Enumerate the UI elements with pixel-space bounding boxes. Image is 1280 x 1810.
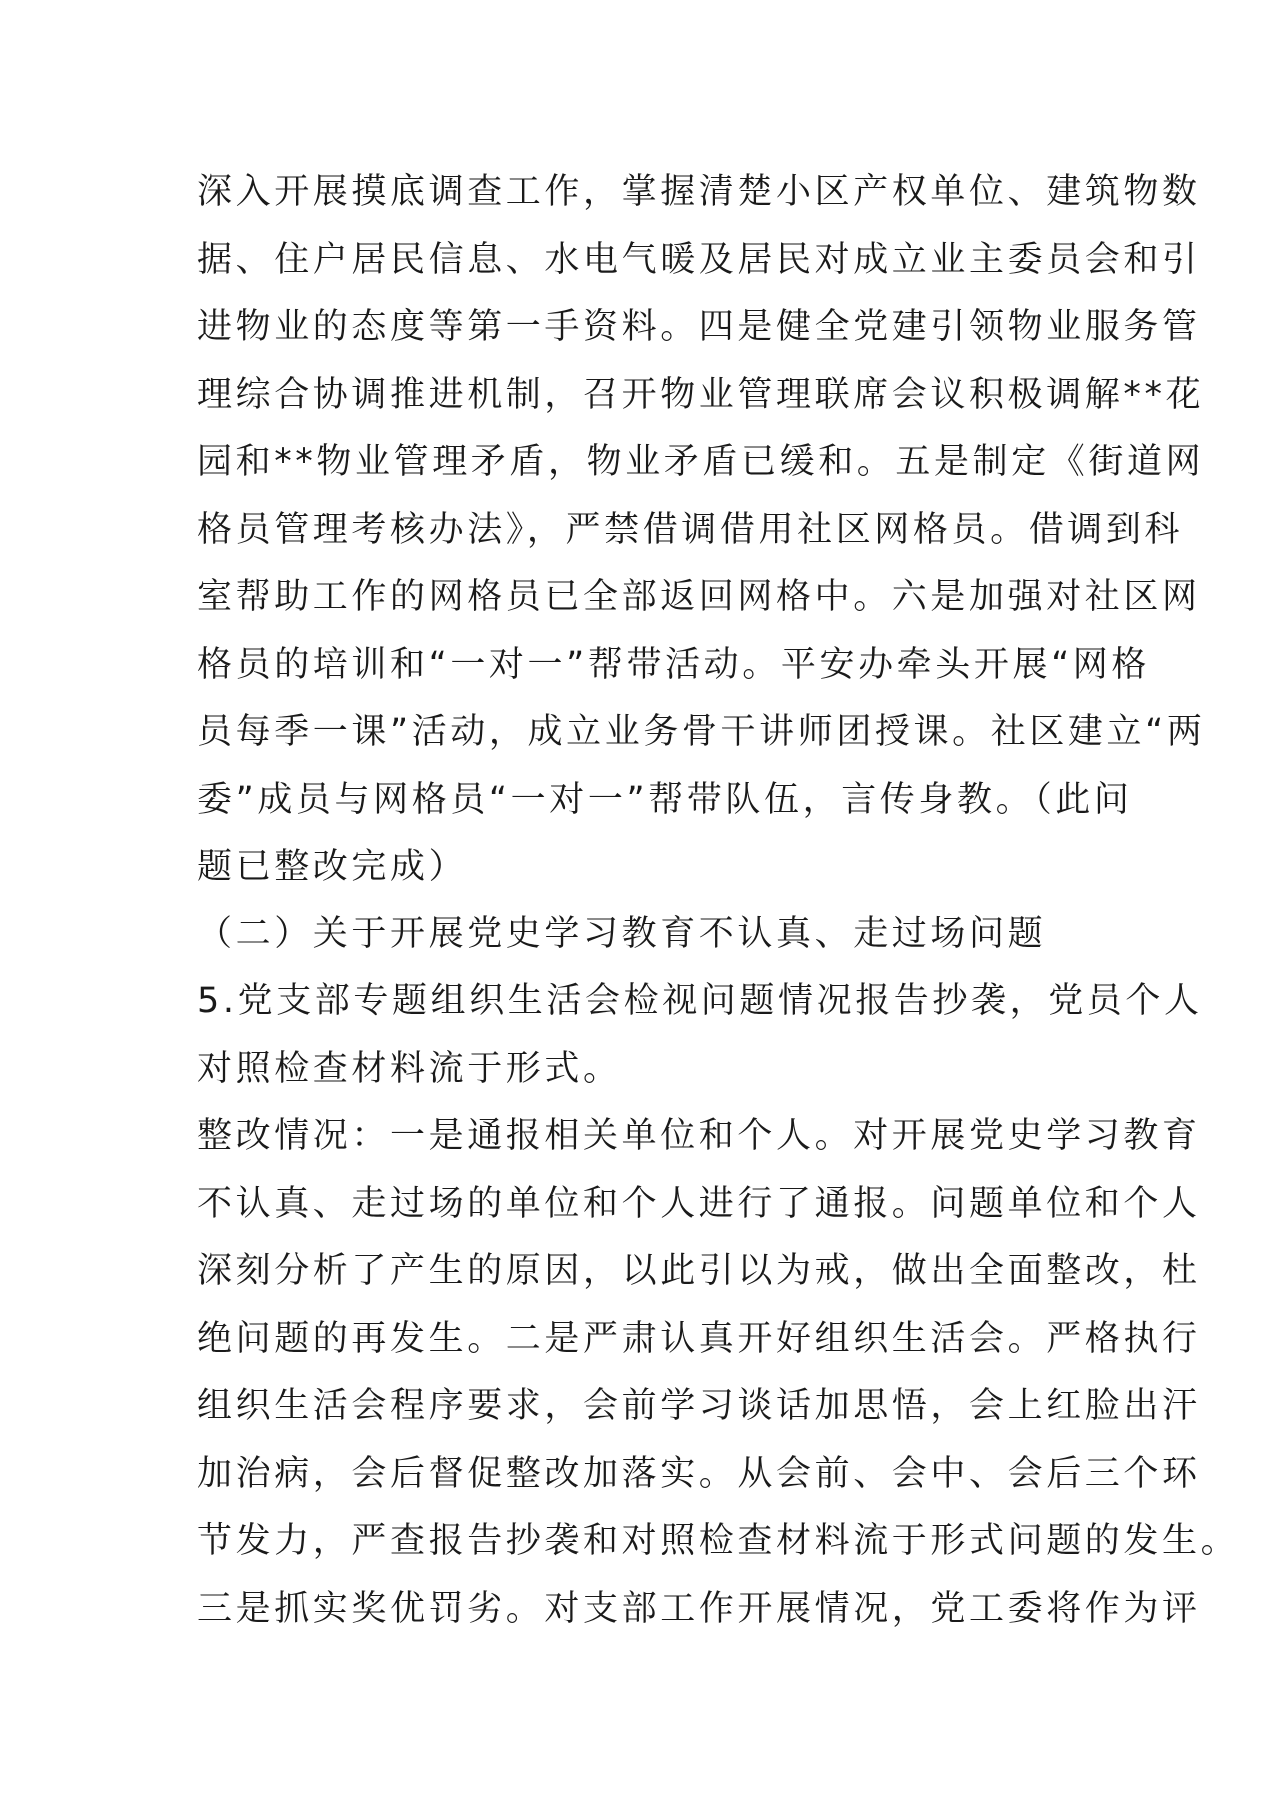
text-line: 进物业的态度等第一手资料。四是健全党建引领物业服务管 bbox=[197, 307, 1201, 347]
item-heading: 对照检查材料流于形式。 bbox=[197, 1049, 622, 1089]
text-line: 格员管理考核办法》，严禁借调借用社区网格员。借调到科 bbox=[197, 510, 1184, 550]
text-line: 深入开展摸底调查工作，掌握清楚小区产权单位、建筑物数 bbox=[197, 172, 1201, 212]
text-line: 格员的培训和“一对一”帮带活动。平安办牵头开展“网格 bbox=[197, 645, 1150, 685]
text-line: 整改情况：一是通报相关单位和个人。对开展党史学习教育 bbox=[197, 1116, 1201, 1156]
text-line: 题已整改完成） bbox=[197, 847, 468, 887]
text-line: 组织生活会程序要求，会前学习谈话加思悟，会上红脸出汗 bbox=[197, 1386, 1201, 1426]
text-line: 委”成员与网格员“一对一”帮带队伍，言传身教。（此问 bbox=[197, 780, 1133, 820]
item-heading: 5.党支部专题组织生活会检视问题情况报告抄袭，党员个人 bbox=[197, 981, 1203, 1021]
text-line: 不认真、走过场的单位和个人进行了通报。问题单位和个人 bbox=[197, 1184, 1201, 1224]
text-line: 员每季一课”活动，成立业务骨干讲师团授课。社区建立“两 bbox=[197, 712, 1206, 752]
text-line: 园和**物业管理矛盾，物业矛盾已缓和。五是制定《街道网 bbox=[197, 442, 1205, 482]
text-line: 据、住户居民信息、水电气暖及居民对成立业主委员会和引 bbox=[197, 240, 1201, 280]
text-line: 节发力，严查报告抄袭和对照检查材料流于形式问题的发生。 bbox=[197, 1521, 1240, 1561]
text-line: 理综合协调推进机制，召开物业管理联席会议积极调解**花 bbox=[197, 375, 1205, 415]
section-heading: （二）关于开展党史学习教育不认真、走过场问题 bbox=[197, 914, 1047, 954]
text-line: 三是抓实奖优罚劣。对支部工作开展情况，党工委将作为评 bbox=[197, 1589, 1201, 1629]
text-line: 室帮助工作的网格员已全部返回网格中。六是加强对社区网 bbox=[197, 577, 1201, 617]
text-line: 加治病，会后督促整改加落实。从会前、会中、会后三个环 bbox=[197, 1454, 1201, 1494]
text-line: 深刻分析了产生的原因，以此引以为戒，做出全面整改，杜 bbox=[197, 1251, 1201, 1291]
text-line: 绝问题的再发生。二是严肃认真开好组织生活会。严格执行 bbox=[197, 1319, 1201, 1359]
